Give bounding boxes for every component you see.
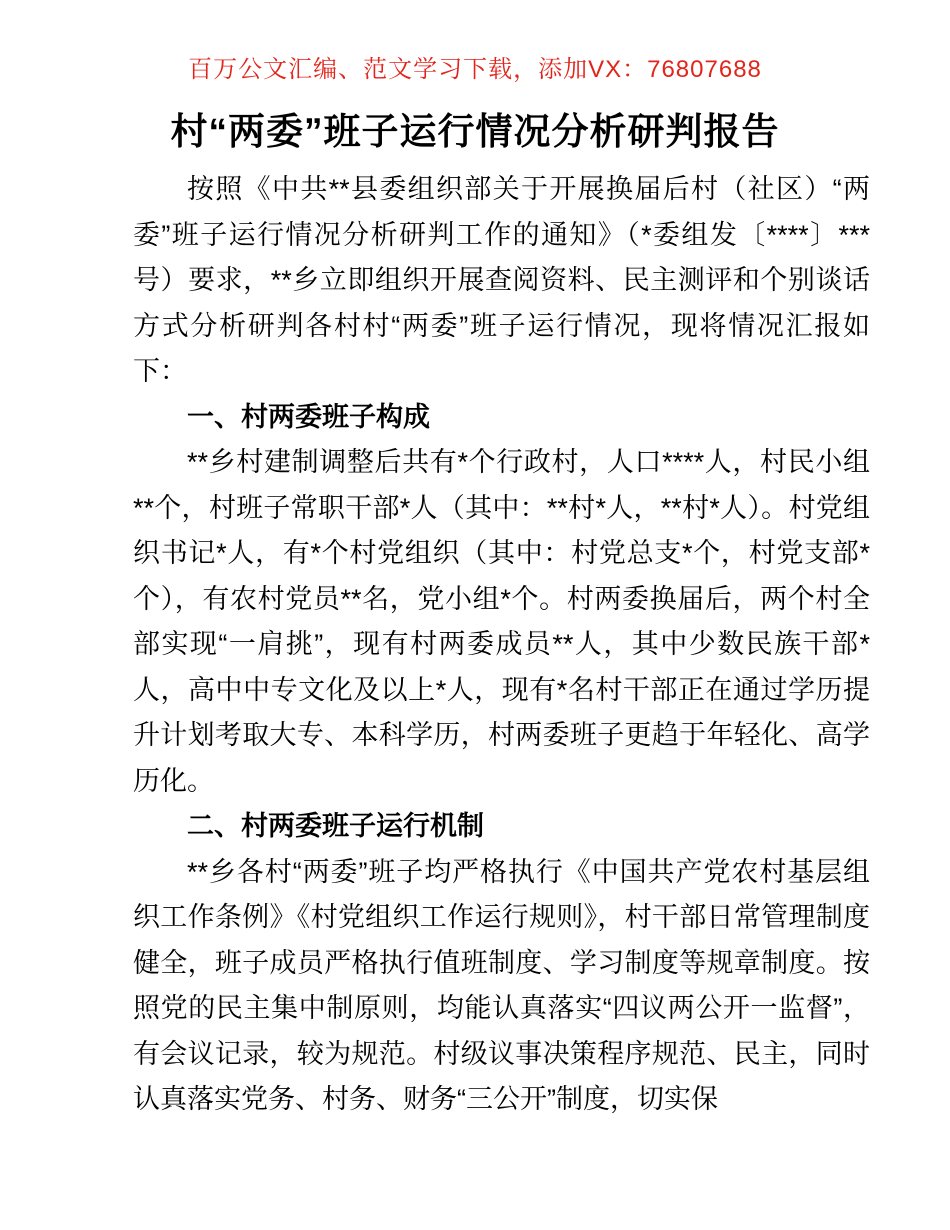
document-body — [133, 167, 870, 1123]
paragraph-section-1: **乡村建制调整后共有*个行政村，人口****人，村民小组**个，村班子常职干部*人（其中：**村*人，**村*人）。村党组织书记*人，有*个村党组织（其中：村党总支*个，村党支部*个），有农村党员**名，党小组*个。村两委换届后，两个村全部实现“一肩挑”，现有村两委成员**人，其中少数民族干部*人，高中中专文化及以上*人，现有*名村干部正在通过学历提升计划考取大专、本科学历，村两委班子更趋于年轻化、高学历化。 — [133, 447, 870, 796]
section-heading-2: 二、村两委班子运行机制 — [187, 811, 484, 841]
section-heading-1: 一、村两委班子构成 — [187, 401, 430, 432]
paragraph-intro: 按照《中共**县委组织部关于开展换届后村（社区）“两委”班子运行情况分析研判工作的通知》（*委组发〔****〕***号）要求，**乡立即组织开展查阅资料、民主测评和个别谈话方式分析研判各村村“两委”班子运行情况，现将情况汇报如下： — [133, 174, 870, 386]
paragraph-section-2: **乡各村“两委”班子均严格执行《中国共产党农村基层组织工作条例》《村党组织工作运行规则》，村干部日常管理制度健全，班子成员严格执行值班制度、学习制度等规章制度。按照党的民主集中制原则，均能认真落实“四议两公开一监督”，有会议记录，较为规范。村级议事决策程序规范、民主，同时认真落实党务、村务、财务“三公开”制度，切实保 — [133, 856, 870, 1114]
document-title: 村“两委”班子运行情况分析研判报告 — [170, 111, 780, 152]
watermark-notice: 百万公文汇编、范文学习下载，添加VX：76807688 — [188, 56, 762, 83]
